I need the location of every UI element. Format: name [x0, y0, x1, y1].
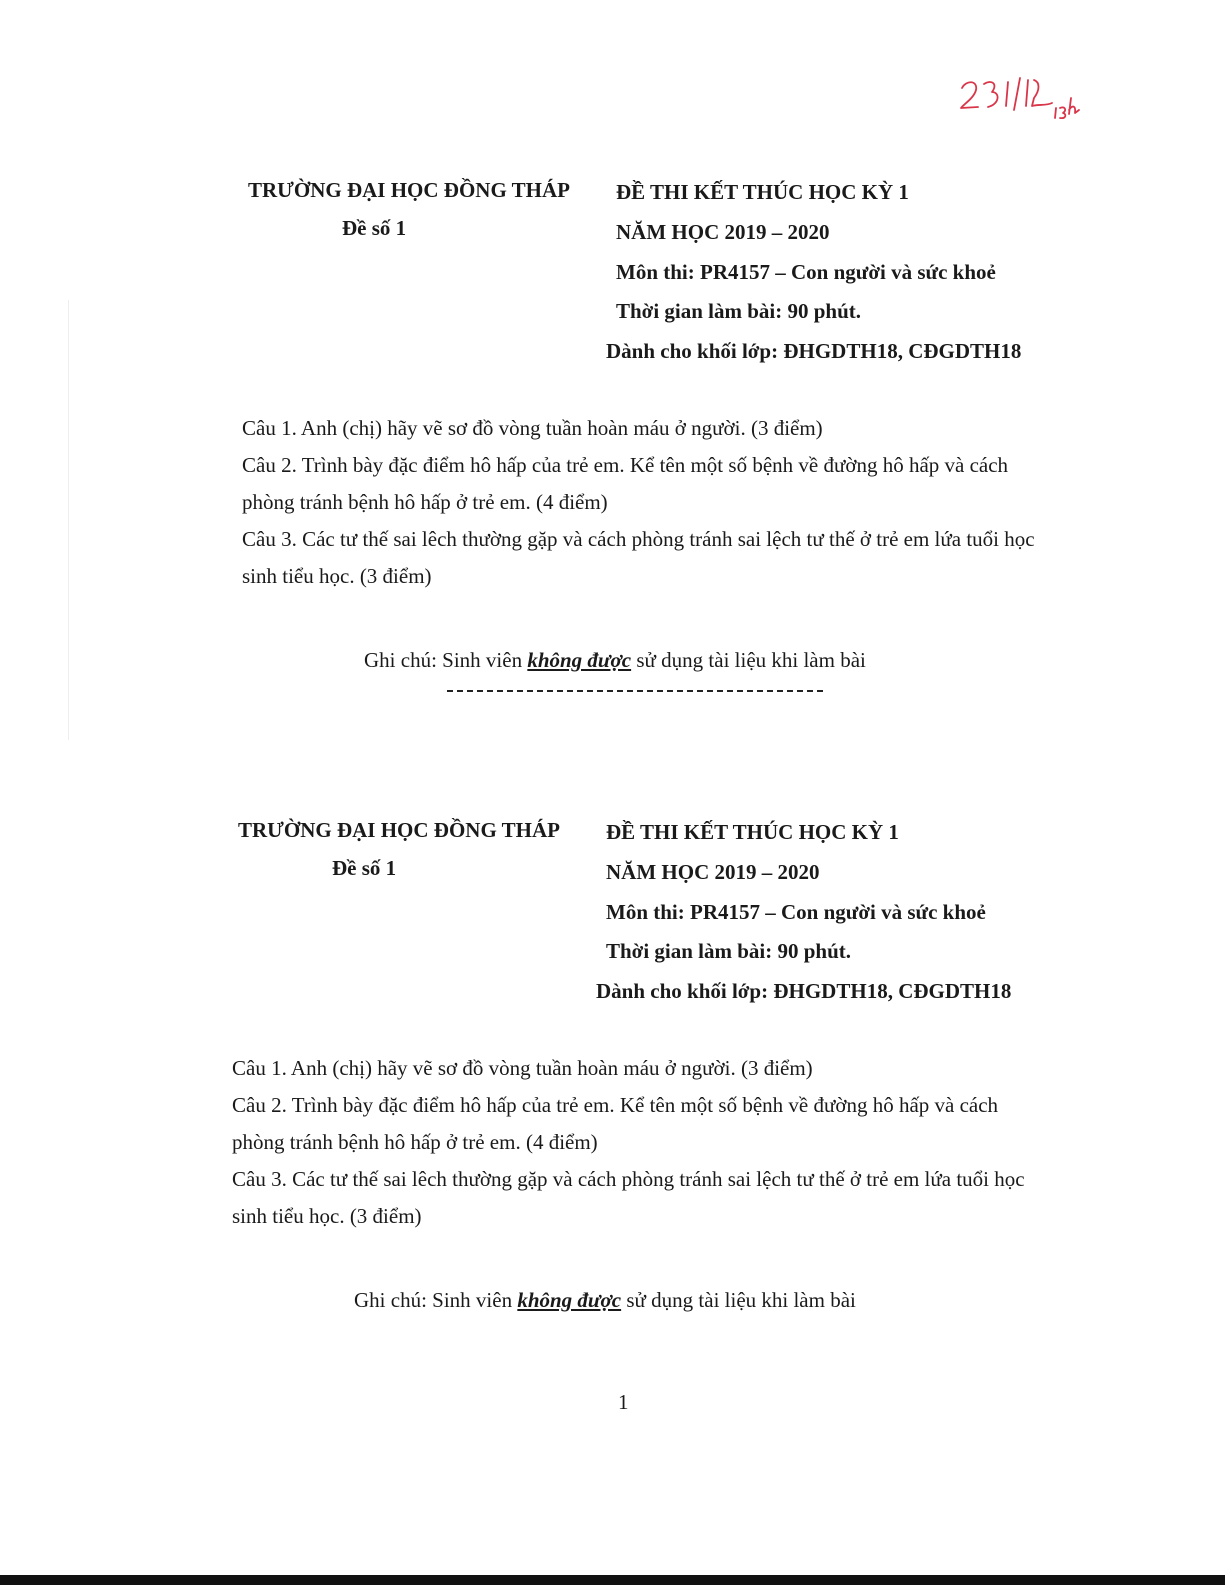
- target-classes: Dành cho khối lớp: ĐHGDTH18, CĐGDTH18: [596, 979, 1012, 1003]
- exam-number: Đề số 1: [342, 216, 407, 240]
- academic-year: NĂM HỌC 2019 – 2020: [606, 860, 820, 884]
- target-classes: Dành cho khối lớp: ĐHGDTH18, CĐGDTH18: [606, 339, 1022, 363]
- school-name: TRƯỜNG ĐẠI HỌC ĐỒNG THÁP: [248, 178, 571, 202]
- exam-title: ĐỀ THI KẾT THÚC HỌC KỲ 1: [606, 820, 899, 844]
- handwritten-annotation: [958, 70, 1098, 120]
- question-list: [242, 410, 1042, 595]
- exam-duration: Thời gian làm bài: 90 phút.: [616, 299, 862, 323]
- exam-note: [354, 1288, 856, 1313]
- question-list: [232, 1050, 1032, 1235]
- scan-bottom-border: [0, 1575, 1225, 1585]
- exam-number: Đề số 1: [332, 856, 397, 880]
- question-3: Câu 3. Các tư thế sai lêch thường gặp và cách phòng tránh sai lệch tư thế ở trẻ em lứa tuổi học sinh tiểu học. (3 điểm): [242, 527, 1035, 588]
- exam-duration: Thời gian làm bài: 90 phút.: [606, 939, 852, 963]
- note-prefix: Ghi chú: Sinh viên: [364, 648, 528, 672]
- note-emphasis: không được: [517, 1288, 622, 1312]
- page-number: 1: [618, 1390, 629, 1414]
- exam-subject: Môn thi: PR4157 – Con người và sức khoẻ: [616, 260, 996, 284]
- exam-note: [364, 648, 866, 673]
- note-prefix: Ghi chú: Sinh viên: [354, 1288, 518, 1312]
- question-1: Câu 1. Anh (chị) hãy vẽ sơ đồ vòng tuần hoàn máu ở người. (3 điểm): [242, 416, 823, 440]
- exam-title: ĐỀ THI KẾT THÚC HỌC KỲ 1: [616, 180, 909, 204]
- question-3: Câu 3. Các tư thế sai lêch thường gặp và cách phòng tránh sai lệch tư thế ở trẻ em lứa tuổi học sinh tiểu học. (3 điểm): [232, 1167, 1025, 1228]
- exam-subject: Môn thi: PR4157 – Con người và sức khoẻ: [606, 900, 986, 924]
- question-2: Câu 2. Trình bày đặc điểm hô hấp của trẻ em. Kể tên một số bệnh về đường hô hấp và cách phòng tránh bệnh hô hấp ở trẻ em. (4 điểm): [242, 453, 1009, 514]
- section-separator: [447, 690, 823, 692]
- question-2: Câu 2. Trình bày đặc điểm hô hấp của trẻ em. Kể tên một số bệnh về đường hô hấp và cách phòng tránh bệnh hô hấp ở trẻ em. (4 điểm): [232, 1093, 999, 1154]
- scan-artifact-line: [68, 300, 69, 740]
- note-emphasis: không được: [527, 648, 632, 672]
- school-name: TRƯỜNG ĐẠI HỌC ĐỒNG THÁP: [238, 818, 561, 842]
- note-suffix: sử dụng tài liệu khi làm bài: [621, 1288, 856, 1312]
- exam-section-1: [240, 170, 1060, 730]
- exam-section-2: [230, 810, 1050, 1370]
- handwritten-date-drawing: [958, 70, 1098, 120]
- question-1: Câu 1. Anh (chị) hãy vẽ sơ đồ vòng tuần hoàn máu ở người. (3 điểm): [232, 1056, 813, 1080]
- academic-year: NĂM HỌC 2019 – 2020: [616, 220, 830, 244]
- note-suffix: sử dụng tài liệu khi làm bài: [631, 648, 866, 672]
